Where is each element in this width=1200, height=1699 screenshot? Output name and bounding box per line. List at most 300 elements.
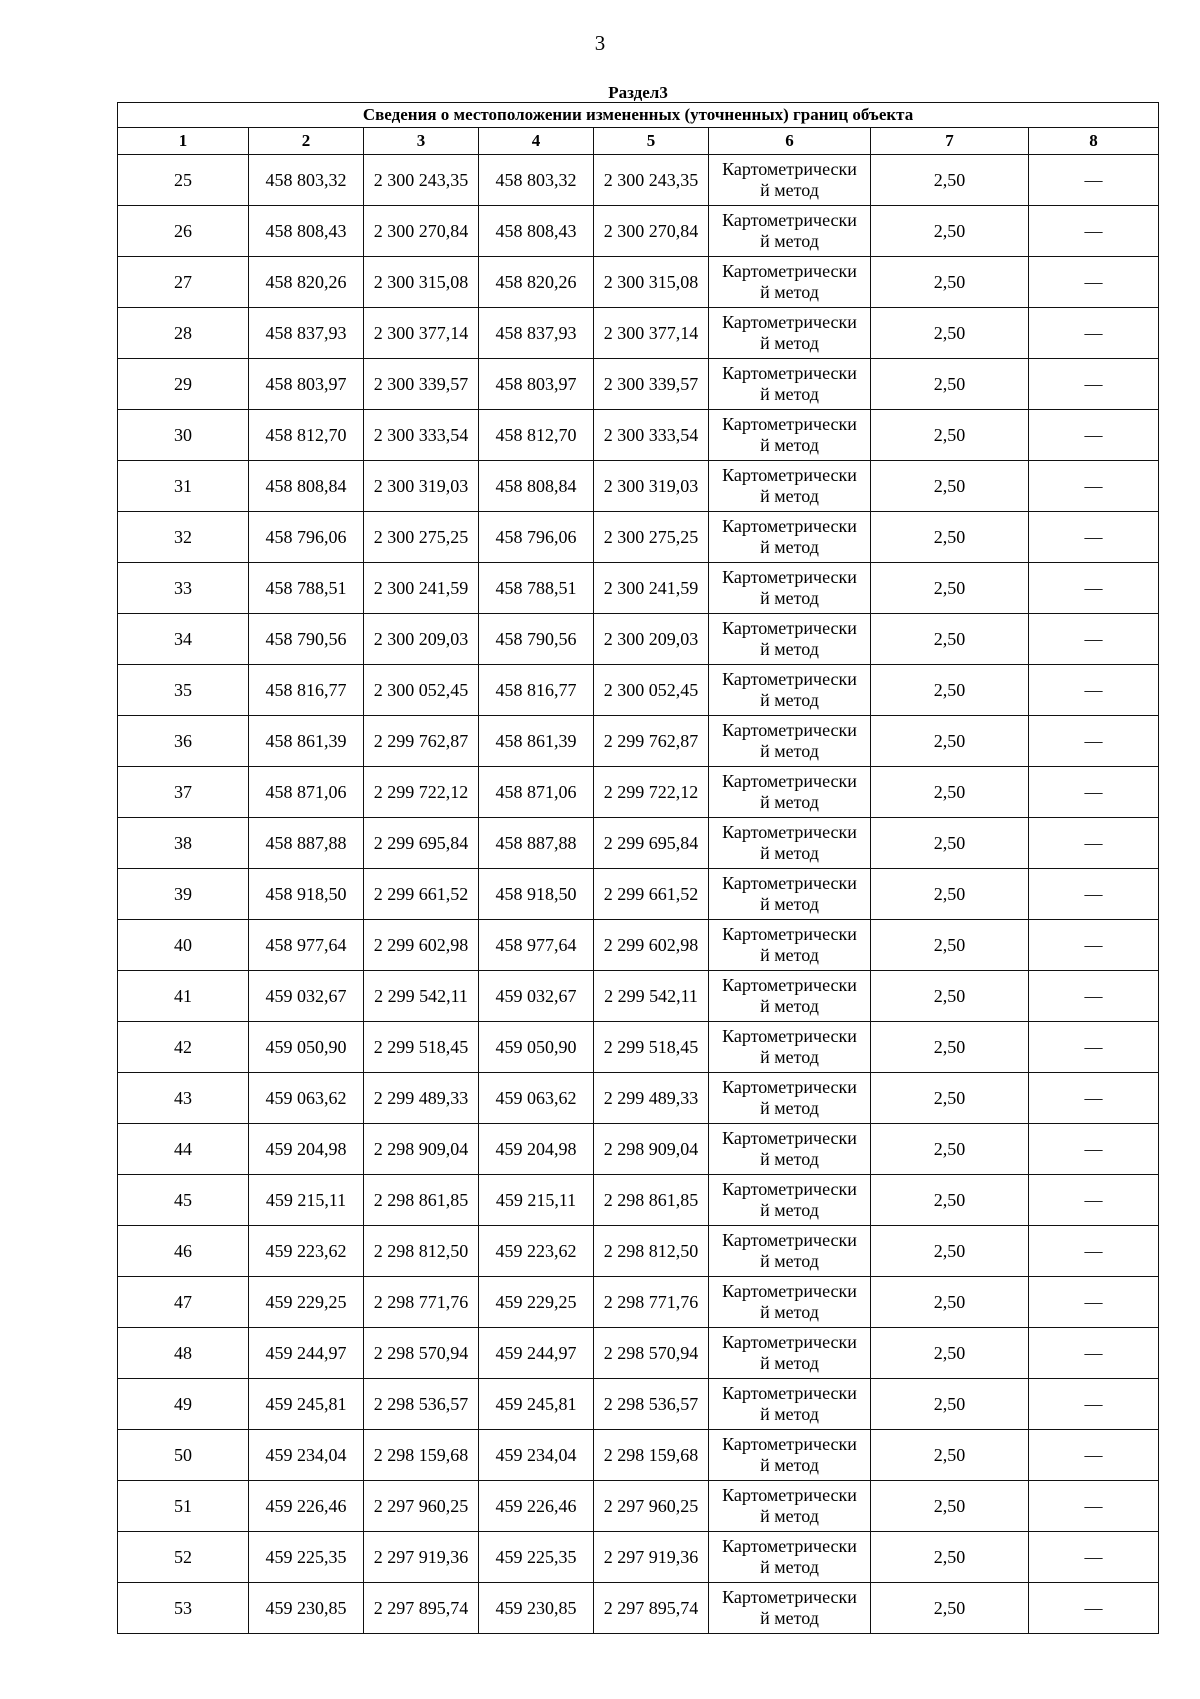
- method-line: Картометрически: [722, 1536, 857, 1556]
- point-number-cell: 49: [118, 1379, 249, 1430]
- table-row: [118, 461, 1159, 512]
- coord-y-new-cell: 2 299 602,98: [594, 920, 709, 971]
- coord-x-new-cell: 458 977,64: [479, 920, 594, 971]
- table-row: [118, 1379, 1159, 1430]
- coord-x-existing-cell: 458 816,77: [249, 665, 364, 716]
- method-cell: [709, 563, 871, 614]
- coord-y-new-cell: 2 300 319,03: [594, 461, 709, 512]
- coord-y-existing-cell: 2 300 270,84: [364, 206, 479, 257]
- method-line: й метод: [760, 996, 819, 1016]
- point-number-cell: 40: [118, 920, 249, 971]
- coord-x-existing-cell: 459 032,67: [249, 971, 364, 1022]
- coord-y-new-cell: 2 298 771,76: [594, 1277, 709, 1328]
- method-line: й метод: [760, 843, 819, 863]
- table-row: [118, 359, 1159, 410]
- method-line: Картометрически: [722, 822, 857, 842]
- point-number-cell: 27: [118, 257, 249, 308]
- method-line: Картометрически: [722, 363, 857, 383]
- accuracy-cell: 2,50: [871, 767, 1029, 818]
- method-cell: [709, 359, 871, 410]
- extra-cell: —: [1029, 1328, 1159, 1379]
- method-line: й метод: [760, 1047, 819, 1067]
- table-row: [118, 818, 1159, 869]
- accuracy-cell: 2,50: [871, 665, 1029, 716]
- coord-x-existing-cell: 458 820,26: [249, 257, 364, 308]
- table-row: [118, 1175, 1159, 1226]
- table-row: [118, 971, 1159, 1022]
- accuracy-cell: 2,50: [871, 1430, 1029, 1481]
- accuracy-cell: 2,50: [871, 1583, 1029, 1634]
- method-cell: [709, 1175, 871, 1226]
- point-number-cell: 47: [118, 1277, 249, 1328]
- accuracy-cell: 2,50: [871, 308, 1029, 359]
- coord-x-new-cell: 459 234,04: [479, 1430, 594, 1481]
- coord-x-new-cell: 459 223,62: [479, 1226, 594, 1277]
- coord-y-new-cell: 2 300 270,84: [594, 206, 709, 257]
- coord-y-new-cell: 2 299 489,33: [594, 1073, 709, 1124]
- method-cell: [709, 410, 871, 461]
- method-cell: [709, 308, 871, 359]
- coord-y-existing-cell: 2 299 762,87: [364, 716, 479, 767]
- method-line: Картометрически: [722, 312, 857, 332]
- table-row: [118, 257, 1159, 308]
- coord-x-new-cell: 459 204,98: [479, 1124, 594, 1175]
- method-line: й метод: [760, 1506, 819, 1526]
- coord-x-new-cell: 459 244,97: [479, 1328, 594, 1379]
- extra-cell: —: [1029, 461, 1159, 512]
- method-line: Картометрически: [722, 414, 857, 434]
- coord-y-new-cell: 2 300 052,45: [594, 665, 709, 716]
- method-line: й метод: [760, 792, 819, 812]
- coord-y-new-cell: 2 298 909,04: [594, 1124, 709, 1175]
- coord-x-existing-cell: 459 225,35: [249, 1532, 364, 1583]
- table-row: [118, 920, 1159, 971]
- table-row: [118, 716, 1159, 767]
- point-number-cell: 41: [118, 971, 249, 1022]
- method-cell: [709, 716, 871, 767]
- coord-x-existing-cell: 459 230,85: [249, 1583, 364, 1634]
- coord-x-existing-cell: 458 796,06: [249, 512, 364, 563]
- accuracy-cell: 2,50: [871, 206, 1029, 257]
- point-number-cell: 32: [118, 512, 249, 563]
- extra-cell: —: [1029, 767, 1159, 818]
- extra-cell: —: [1029, 206, 1159, 257]
- method-cell: [709, 461, 871, 512]
- point-number-cell: 43: [118, 1073, 249, 1124]
- method-cell: [709, 614, 871, 665]
- method-line: Картометрически: [722, 975, 857, 995]
- method-cell: [709, 1379, 871, 1430]
- coord-y-existing-cell: 2 297 895,74: [364, 1583, 479, 1634]
- method-line: Картометрически: [722, 1077, 857, 1097]
- accuracy-cell: 2,50: [871, 410, 1029, 461]
- coord-y-existing-cell: 2 300 209,03: [364, 614, 479, 665]
- point-number-cell: 39: [118, 869, 249, 920]
- coord-y-new-cell: 2 300 241,59: [594, 563, 709, 614]
- accuracy-cell: 2,50: [871, 818, 1029, 869]
- coord-x-new-cell: 458 808,84: [479, 461, 594, 512]
- accuracy-cell: 2,50: [871, 1226, 1029, 1277]
- method-line: Картометрически: [722, 261, 857, 281]
- method-cell: [709, 1430, 871, 1481]
- coord-y-existing-cell: 2 298 812,50: [364, 1226, 479, 1277]
- coord-x-existing-cell: 458 918,50: [249, 869, 364, 920]
- accuracy-cell: 2,50: [871, 1073, 1029, 1124]
- boundary-coordinates-table: [117, 80, 1159, 1634]
- method-line: й метод: [760, 1251, 819, 1271]
- coord-y-existing-cell: 2 297 960,25: [364, 1481, 479, 1532]
- point-number-cell: 29: [118, 359, 249, 410]
- method-cell: [709, 512, 871, 563]
- point-number-cell: 53: [118, 1583, 249, 1634]
- method-cell: [709, 767, 871, 818]
- method-line: й метод: [760, 1200, 819, 1220]
- extra-cell: —: [1029, 665, 1159, 716]
- coord-x-new-cell: 459 225,35: [479, 1532, 594, 1583]
- coord-x-existing-cell: 458 808,84: [249, 461, 364, 512]
- point-number-cell: 34: [118, 614, 249, 665]
- method-line: Картометрически: [722, 1179, 857, 1199]
- extra-cell: —: [1029, 563, 1159, 614]
- extra-cell: —: [1029, 1277, 1159, 1328]
- column-number: 6: [709, 128, 871, 155]
- column-number: 1: [118, 128, 249, 155]
- coord-y-new-cell: 2 297 919,36: [594, 1532, 709, 1583]
- method-line: Картометрически: [722, 771, 857, 791]
- coord-y-existing-cell: 2 298 861,85: [364, 1175, 479, 1226]
- method-line: Картометрически: [722, 1281, 857, 1301]
- point-number-cell: 36: [118, 716, 249, 767]
- accuracy-cell: 2,50: [871, 920, 1029, 971]
- point-number-cell: 25: [118, 155, 249, 206]
- method-line: Картометрически: [722, 1230, 857, 1250]
- extra-cell: —: [1029, 971, 1159, 1022]
- point-number-cell: 48: [118, 1328, 249, 1379]
- accuracy-cell: 2,50: [871, 1175, 1029, 1226]
- method-line: Картометрически: [722, 159, 857, 179]
- coord-x-existing-cell: 459 223,62: [249, 1226, 364, 1277]
- coord-x-new-cell: 458 808,43: [479, 206, 594, 257]
- coord-y-new-cell: 2 300 339,57: [594, 359, 709, 410]
- method-line: й метод: [760, 894, 819, 914]
- coord-y-new-cell: 2 300 243,35: [594, 155, 709, 206]
- coord-x-existing-cell: 459 050,90: [249, 1022, 364, 1073]
- coord-x-new-cell: 458 803,97: [479, 359, 594, 410]
- accuracy-cell: 2,50: [871, 869, 1029, 920]
- method-cell: [709, 1226, 871, 1277]
- method-line: й метод: [760, 333, 819, 353]
- method-line: Картометрически: [722, 618, 857, 638]
- table-row: [118, 512, 1159, 563]
- coord-x-new-cell: 459 226,46: [479, 1481, 594, 1532]
- method-cell: [709, 869, 871, 920]
- accuracy-cell: 2,50: [871, 1481, 1029, 1532]
- coord-x-new-cell: 459 050,90: [479, 1022, 594, 1073]
- accuracy-cell: 2,50: [871, 257, 1029, 308]
- point-number-cell: 30: [118, 410, 249, 461]
- extra-cell: —: [1029, 1022, 1159, 1073]
- method-line: й метод: [760, 1608, 819, 1628]
- method-cell: [709, 665, 871, 716]
- table-row: [118, 869, 1159, 920]
- coord-y-new-cell: 2 299 722,12: [594, 767, 709, 818]
- coord-x-existing-cell: 458 803,32: [249, 155, 364, 206]
- coord-y-existing-cell: 2 298 536,57: [364, 1379, 479, 1430]
- method-line: й метод: [760, 486, 819, 506]
- method-line: й метод: [760, 1098, 819, 1118]
- coord-y-new-cell: 2 300 333,54: [594, 410, 709, 461]
- coord-y-existing-cell: 2 300 377,14: [364, 308, 479, 359]
- method-line: Картометрически: [722, 924, 857, 944]
- coord-x-new-cell: 459 230,85: [479, 1583, 594, 1634]
- extra-cell: —: [1029, 1481, 1159, 1532]
- extra-cell: —: [1029, 1175, 1159, 1226]
- coord-x-existing-cell: 458 808,43: [249, 206, 364, 257]
- method-line: Картометрически: [722, 1587, 857, 1607]
- point-number-cell: 35: [118, 665, 249, 716]
- method-line: й метод: [760, 1557, 819, 1577]
- accuracy-cell: 2,50: [871, 971, 1029, 1022]
- table-row: [118, 665, 1159, 716]
- column-number: 2: [249, 128, 364, 155]
- method-line: Картометрически: [722, 1383, 857, 1403]
- method-line: й метод: [760, 1404, 819, 1424]
- table-row: [118, 1532, 1159, 1583]
- method-line: й метод: [760, 537, 819, 557]
- method-cell: [709, 1481, 871, 1532]
- coord-x-existing-cell: 458 837,93: [249, 308, 364, 359]
- coord-y-existing-cell: 2 300 339,57: [364, 359, 479, 410]
- extra-cell: —: [1029, 1226, 1159, 1277]
- accuracy-cell: 2,50: [871, 563, 1029, 614]
- accuracy-cell: 2,50: [871, 512, 1029, 563]
- column-number-row: [118, 128, 1159, 155]
- method-cell: [709, 971, 871, 1022]
- point-number-cell: 45: [118, 1175, 249, 1226]
- coord-x-new-cell: 458 820,26: [479, 257, 594, 308]
- method-line: й метод: [760, 180, 819, 200]
- point-number-cell: 52: [118, 1532, 249, 1583]
- coord-x-existing-cell: 458 861,39: [249, 716, 364, 767]
- coord-y-new-cell: 2 299 762,87: [594, 716, 709, 767]
- table-row: [118, 1022, 1159, 1073]
- coord-x-new-cell: 459 215,11: [479, 1175, 594, 1226]
- method-cell: [709, 1583, 871, 1634]
- coord-y-existing-cell: 2 300 333,54: [364, 410, 479, 461]
- coord-x-new-cell: 458 790,56: [479, 614, 594, 665]
- method-line: й метод: [760, 690, 819, 710]
- point-number-cell: 31: [118, 461, 249, 512]
- coord-x-new-cell: 459 063,62: [479, 1073, 594, 1124]
- coord-y-existing-cell: 2 299 489,33: [364, 1073, 479, 1124]
- coord-y-existing-cell: 2 298 771,76: [364, 1277, 479, 1328]
- accuracy-cell: 2,50: [871, 1379, 1029, 1430]
- coord-y-existing-cell: 2 300 243,35: [364, 155, 479, 206]
- coord-y-new-cell: 2 299 661,52: [594, 869, 709, 920]
- method-cell: [709, 920, 871, 971]
- table-row: [118, 1277, 1159, 1328]
- coord-x-existing-cell: 459 229,25: [249, 1277, 364, 1328]
- method-cell: [709, 818, 871, 869]
- point-number-cell: 51: [118, 1481, 249, 1532]
- coord-y-new-cell: 2 297 895,74: [594, 1583, 709, 1634]
- method-line: Картометрически: [722, 669, 857, 689]
- table-row: [118, 1481, 1159, 1532]
- coord-y-new-cell: 2 300 315,08: [594, 257, 709, 308]
- coord-y-new-cell: 2 297 960,25: [594, 1481, 709, 1532]
- method-cell: [709, 1532, 871, 1583]
- table-row: [118, 563, 1159, 614]
- accuracy-cell: 2,50: [871, 359, 1029, 410]
- column-number: 8: [1029, 128, 1159, 155]
- coord-x-existing-cell: 458 788,51: [249, 563, 364, 614]
- coord-x-new-cell: 458 837,93: [479, 308, 594, 359]
- coord-x-existing-cell: 459 234,04: [249, 1430, 364, 1481]
- accuracy-cell: 2,50: [871, 1532, 1029, 1583]
- accuracy-cell: 2,50: [871, 614, 1029, 665]
- method-line: Картометрически: [722, 1485, 857, 1505]
- method-line: й метод: [760, 282, 819, 302]
- table-title: Сведения о местоположении измененных (уточненных) границ объекта: [118, 103, 1159, 128]
- page-number: 3: [594, 31, 606, 55]
- method-line: Картометрически: [722, 1128, 857, 1148]
- method-line: й метод: [760, 1149, 819, 1169]
- extra-cell: —: [1029, 155, 1159, 206]
- table-row: [118, 308, 1159, 359]
- extra-cell: —: [1029, 614, 1159, 665]
- method-line: Картометрически: [722, 1332, 857, 1352]
- extra-cell: —: [1029, 308, 1159, 359]
- coord-y-existing-cell: 2 299 722,12: [364, 767, 479, 818]
- point-number-cell: 37: [118, 767, 249, 818]
- coord-x-new-cell: 458 812,70: [479, 410, 594, 461]
- coord-x-new-cell: 458 816,77: [479, 665, 594, 716]
- coord-y-new-cell: 2 300 377,14: [594, 308, 709, 359]
- coord-x-existing-cell: 458 790,56: [249, 614, 364, 665]
- point-number-cell: 42: [118, 1022, 249, 1073]
- coord-x-existing-cell: 458 977,64: [249, 920, 364, 971]
- coord-y-new-cell: 2 298 159,68: [594, 1430, 709, 1481]
- method-cell: [709, 155, 871, 206]
- table-row: [118, 1226, 1159, 1277]
- extra-cell: —: [1029, 512, 1159, 563]
- coord-x-existing-cell: 458 871,06: [249, 767, 364, 818]
- method-line: й метод: [760, 588, 819, 608]
- coord-x-existing-cell: 458 812,70: [249, 410, 364, 461]
- method-line: й метод: [760, 741, 819, 761]
- accuracy-cell: 2,50: [871, 716, 1029, 767]
- coord-y-existing-cell: 2 299 518,45: [364, 1022, 479, 1073]
- method-line: Картометрически: [722, 720, 857, 740]
- table-row: [118, 1073, 1159, 1124]
- method-line: Картометрически: [722, 873, 857, 893]
- coord-y-new-cell: 2 299 695,84: [594, 818, 709, 869]
- table-row: [118, 155, 1159, 206]
- coord-x-new-cell: 459 229,25: [479, 1277, 594, 1328]
- coord-x-new-cell: 458 887,88: [479, 818, 594, 869]
- extra-cell: —: [1029, 1379, 1159, 1430]
- coord-x-existing-cell: 459 204,98: [249, 1124, 364, 1175]
- table-row: [118, 767, 1159, 818]
- accuracy-cell: 2,50: [871, 155, 1029, 206]
- extra-cell: —: [1029, 1124, 1159, 1175]
- coord-y-existing-cell: 2 299 602,98: [364, 920, 479, 971]
- coord-y-new-cell: 2 299 542,11: [594, 971, 709, 1022]
- accuracy-cell: 2,50: [871, 461, 1029, 512]
- coord-y-new-cell: 2 299 518,45: [594, 1022, 709, 1073]
- accuracy-cell: 2,50: [871, 1124, 1029, 1175]
- extra-cell: —: [1029, 869, 1159, 920]
- coord-x-new-cell: 459 032,67: [479, 971, 594, 1022]
- extra-cell: —: [1029, 1532, 1159, 1583]
- coord-x-existing-cell: 459 226,46: [249, 1481, 364, 1532]
- column-number: 4: [479, 128, 594, 155]
- coord-y-existing-cell: 2 298 159,68: [364, 1430, 479, 1481]
- table-row: [118, 1328, 1159, 1379]
- point-number-cell: 38: [118, 818, 249, 869]
- coord-y-existing-cell: 2 300 315,08: [364, 257, 479, 308]
- column-number: 7: [871, 128, 1029, 155]
- coord-x-existing-cell: 459 063,62: [249, 1073, 364, 1124]
- extra-cell: —: [1029, 410, 1159, 461]
- point-number-cell: 46: [118, 1226, 249, 1277]
- column-number: 3: [364, 128, 479, 155]
- method-line: Картометрически: [722, 516, 857, 536]
- extra-cell: —: [1029, 716, 1159, 767]
- coord-x-existing-cell: 458 887,88: [249, 818, 364, 869]
- coord-y-existing-cell: 2 299 661,52: [364, 869, 479, 920]
- method-cell: [709, 1277, 871, 1328]
- coord-y-new-cell: 2 298 861,85: [594, 1175, 709, 1226]
- table-row: [118, 1430, 1159, 1481]
- method-line: Картометрически: [722, 1026, 857, 1046]
- coord-y-new-cell: 2 298 812,50: [594, 1226, 709, 1277]
- coord-x-existing-cell: 459 244,97: [249, 1328, 364, 1379]
- method-cell: [709, 257, 871, 308]
- column-number: 5: [594, 128, 709, 155]
- coord-x-new-cell: 458 861,39: [479, 716, 594, 767]
- table-row: [118, 614, 1159, 665]
- coord-y-new-cell: 2 300 275,25: [594, 512, 709, 563]
- coord-y-existing-cell: 2 299 542,11: [364, 971, 479, 1022]
- extra-cell: —: [1029, 257, 1159, 308]
- coord-x-new-cell: 459 245,81: [479, 1379, 594, 1430]
- coord-y-existing-cell: 2 298 909,04: [364, 1124, 479, 1175]
- extra-cell: —: [1029, 920, 1159, 971]
- point-number-cell: 44: [118, 1124, 249, 1175]
- coord-x-existing-cell: 459 215,11: [249, 1175, 364, 1226]
- coord-x-existing-cell: 458 803,97: [249, 359, 364, 410]
- coord-y-existing-cell: 2 297 919,36: [364, 1532, 479, 1583]
- accuracy-cell: 2,50: [871, 1277, 1029, 1328]
- extra-cell: —: [1029, 1583, 1159, 1634]
- method-cell: [709, 206, 871, 257]
- method-line: й метод: [760, 231, 819, 251]
- method-line: Картометрически: [722, 465, 857, 485]
- method-line: й метод: [760, 1353, 819, 1373]
- coord-x-new-cell: 458 788,51: [479, 563, 594, 614]
- coord-x-new-cell: 458 796,06: [479, 512, 594, 563]
- point-number-cell: 33: [118, 563, 249, 614]
- accuracy-cell: 2,50: [871, 1022, 1029, 1073]
- point-number-cell: 26: [118, 206, 249, 257]
- coord-y-new-cell: 2 300 209,03: [594, 614, 709, 665]
- method-line: Картометрически: [722, 1434, 857, 1454]
- method-line: й метод: [760, 1455, 819, 1475]
- accuracy-cell: 2,50: [871, 1328, 1029, 1379]
- method-cell: [709, 1328, 871, 1379]
- extra-cell: —: [1029, 1073, 1159, 1124]
